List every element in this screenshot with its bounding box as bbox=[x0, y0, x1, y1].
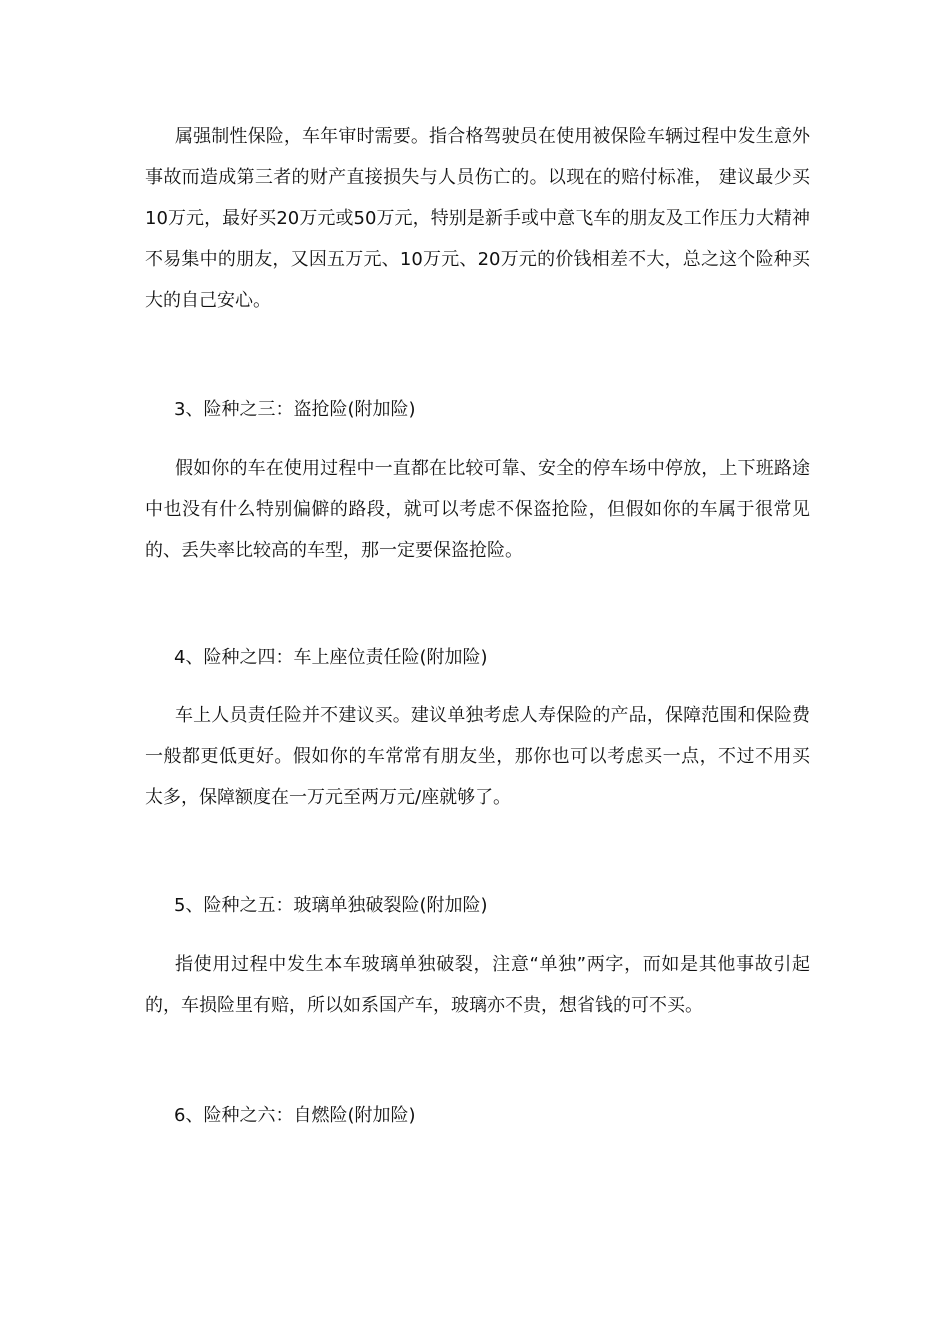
heading-seat-liability-insurance: 4、险种之四：车上座位责任险(附加险) bbox=[174, 647, 488, 668]
paragraph-third-party-liability: 属强制性保险，车年审时需要。指合格驾驶员在使用被保险车辆过程中发生意外事故而造成第三者的财产直接损失与人员伤亡的。以现在的赔付标准， 建议最少买10万元，最好买20万元或50万元，特别是新手或中意飞车的朋友及工作压力大精神不易集中的朋友，又因五万元、10万元、20万元的价钱相差不大，总之这个险种买大的自己安心。 bbox=[145, 126, 810, 311]
paragraph-glass-breakage-insurance: 指使用过程中发生本车玻璃单独破裂，注意“单独”两字，而如是其他事故引起的，车损险里有赔，所以如系国产车，玻璃亦不贵，想省钱的可不买。 bbox=[145, 954, 810, 1016]
heading-glass-breakage-insurance: 5、险种之五：玻璃单独破裂险(附加险) bbox=[174, 895, 488, 916]
heading-spontaneous-combustion-insurance: 6、险种之六：自燃险(附加险) bbox=[174, 1105, 416, 1126]
heading-theft-insurance: 3、险种之三：盗抢险(附加险) bbox=[174, 399, 416, 420]
paragraph-seat-liability-insurance: 车上人员责任险并不建议买。建议单独考虑人寿保险的产品，保障范围和保险费一般都更低更好。假如你的车常常有朋友坐，那你也可以考虑买一点，不过不用买太多，保障额度在一万元至两万元/座就够了。 bbox=[145, 705, 810, 808]
paragraph-theft-insurance: 假如你的车在使用过程中一直都在比较可靠、安全的停车场中停放，上下班路途中也没有什么特别偏僻的路段，就可以考虑不保盗抢险，但假如你的车属于很常见的、丢失率比较高的车型，那一定要保盗抢险。 bbox=[145, 458, 810, 561]
